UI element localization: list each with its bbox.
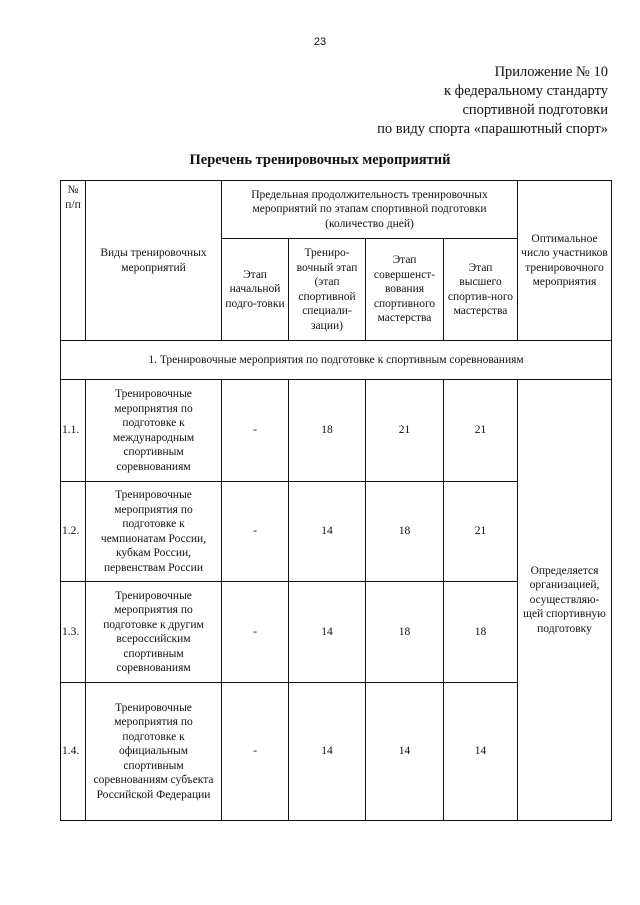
section-heading: 1. Тренировочные мероприятия по подготовке к спортивным соревнованиям: [61, 341, 612, 380]
header-duration-group: Предельная продолжительность тренировочных мероприятий по этапам спортивной подготовки (количество дней): [222, 181, 518, 239]
header-number: № п/п: [61, 181, 86, 341]
header-optimal: Оптимальное число участников тренировочного мероприятия: [518, 181, 612, 341]
row-number: 1.3.: [61, 582, 86, 683]
row-value-initial: -: [222, 380, 289, 482]
header-stage-improvement: Этап совершенст-вования спортивного мастерства: [366, 239, 444, 341]
document-title: Перечень тренировочных мероприятий: [189, 152, 451, 168]
row-value-improvement: 18: [366, 482, 444, 582]
appendix-header: [377, 63, 608, 139]
row-event-name: Тренировочные мероприятия по подготовке к чемпионатам России, кубкам России, первенствам России: [86, 482, 222, 582]
row-number: 1.2.: [61, 482, 86, 582]
row-event-name: Тренировочные мероприятия по подготовке к официальным спортивным соревнованиям субъекта Российской Федерации: [86, 683, 222, 821]
row-value-training: 14: [289, 482, 366, 582]
page-number: 23: [313, 36, 327, 48]
row-value-highest: 21: [444, 380, 518, 482]
row-number: 1.1.: [61, 380, 86, 482]
row-value-initial: -: [222, 482, 289, 582]
appendix-line: к федеральному стандарту: [444, 83, 608, 99]
row-value-training: 18: [289, 380, 366, 482]
row-value-highest: 14: [444, 683, 518, 821]
row-event-name: Тренировочные мероприятия по подготовке к другим всероссийским спортивным соревнованиям: [86, 582, 222, 683]
header-stage-highest: Этап высшего спортив-ного мастерства: [444, 239, 518, 341]
row-value-improvement: 21: [366, 380, 444, 482]
training-events-table: [60, 180, 612, 821]
row-value-improvement: 18: [366, 582, 444, 683]
appendix-line: спортивной подготовки: [462, 102, 608, 118]
row-value-initial: -: [222, 683, 289, 821]
header-kind: Виды тренировочных мероприятий: [86, 181, 222, 341]
row-value-improvement: 14: [366, 683, 444, 821]
row-value-highest: 18: [444, 582, 518, 683]
appendix-line: Приложение № 10: [494, 64, 608, 80]
row-value-training: 14: [289, 683, 366, 821]
optimal-participants-note: Определяется организацией, осуществляю-щей спортивную подготовку: [518, 380, 612, 821]
row-event-name: Тренировочные мероприятия по подготовке к международным спортивным соревнованиям: [86, 380, 222, 482]
row-number: 1.4.: [61, 683, 86, 821]
row-value-training: 14: [289, 582, 366, 683]
row-value-initial: -: [222, 582, 289, 683]
table-row: [61, 380, 612, 482]
header-stage-training: Трениро-вочный этап (этап спортивной специали-зации): [289, 239, 366, 341]
row-value-highest: 21: [444, 482, 518, 582]
appendix-line: по виду спорта «парашютный спорт»: [377, 121, 608, 137]
header-stage-initial: Этап начальной подго-товки: [222, 239, 289, 341]
